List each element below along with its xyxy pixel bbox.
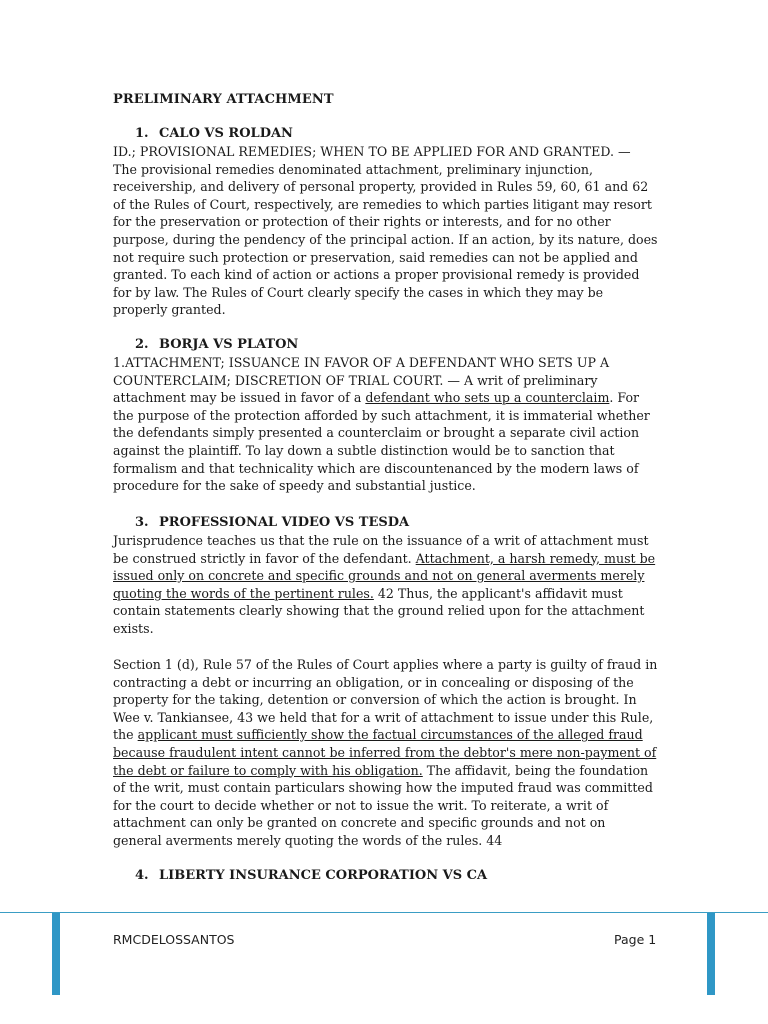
section-title: BORJA VS PLATON: [159, 337, 299, 352]
section-body: [113, 143, 658, 319]
section-number: 4.: [135, 868, 149, 883]
section-heading: [113, 514, 658, 532]
paragraph-text: Jurisprudence teaches us that the rule on the issuance of a writ of attachment must be construed strictly in favor of the defendant.: [113, 533, 649, 566]
section-heading: [113, 336, 658, 354]
section-title: LIBERTY INSURANCE CORPORATION VS CA: [159, 868, 488, 883]
section-body: [113, 656, 658, 850]
underlined-text: defendant who sets up a counterclaim: [365, 390, 610, 406]
section-title: PROFESSIONAL VIDEO VS TESDA: [159, 515, 410, 530]
underlined-text: applicant must sufficiently show the factual circumstances of the alleged fraud because fraudulent intent cannot be inferred from the debtor's mere non-payment of the debt or failure to comply with his obligation.: [113, 727, 657, 778]
section-professional-video-continued: [113, 656, 658, 850]
paragraph-text: . For the purpose of the protection afforded by such attachment, it is immaterial whether the defendants simply presented a counterclaim or brought a separate civil action against the plaintiff. To lay down a subtle distinction would be to sanction that formalism and that technicality which are discountenanced by the modern laws of procedure for the sake of speedy and substantial justice.: [113, 390, 650, 494]
paragraph: [113, 532, 658, 638]
section-number: 3.: [135, 515, 149, 530]
section-title: CALO VS ROLDAN: [159, 126, 293, 141]
paragraph: [113, 354, 658, 495]
section-liberty-insurance-vs-ca: [113, 867, 658, 885]
section-professional-video-vs-tesda: [113, 514, 658, 638]
section-body: [113, 354, 658, 495]
section-borja-vs-platon: [113, 336, 658, 495]
section-heading: [113, 125, 658, 143]
section-number: 1.: [135, 126, 149, 141]
document-title: PRELIMINARY ATTACHMENT: [113, 92, 334, 107]
paragraph-text: The affidavit, being the foundation of the writ, must contain particulars showing how the imputed fraud was committed for the court to decide whether or not to issue the writ. To reiterate, a writ of attachment can only be granted on concrete and specific grounds and not on general averments merely quoting the words of the rules. 44: [113, 762, 653, 848]
underlined-text: Attachment, a harsh remedy, must be issued only on concrete and specific grounds and not on general averments merely quoting the words of the pertinent rules.: [113, 550, 656, 601]
page-number: Page 1: [614, 932, 657, 947]
section-number: 2.: [135, 337, 149, 352]
footer-divider: [0, 912, 768, 913]
section-calo-vs-roldan: [113, 125, 658, 319]
paragraph: [113, 656, 658, 850]
section-body: [113, 532, 658, 638]
paragraph-text: Section 1 (d), Rule 57 of the Rules of Court applies where a party is guilty of fraud in contracting a debt or incurring an obligation, or in concealing or disposing of the property for the taking, detention or conversion of which the action is brought. In Wee v. Tankiansee, 43 we held that for a writ of attachment to issue under this Rule, the: [113, 657, 658, 743]
paragraph-text: 42 Thus, the applicant's affidavit must contain statements clearly showing that the ground relied upon for the attachment exists.: [113, 585, 645, 636]
section-heading: [113, 867, 658, 885]
paragraph-text: 1.ATTACHMENT; ISSUANCE IN FAVOR OF A DEFENDANT WHO SETS UP A COUNTERCLAIM; DISCRETION OF TRIAL COURT. — A writ of preliminary attachment may be issued in favor of a: [113, 355, 610, 406]
footer-author: RMCDELOSSANTOS: [113, 932, 235, 947]
paragraph: ID.; PROVISIONAL REMEDIES; WHEN TO BE APPLIED FOR AND GRANTED. — The provisional remedies denominated attachment, preliminary injunction, receivership, and delivery of personal property, provided in Rules 59, 60, 61 and 62 of the Rules of Court, respectively, are remedies to which parties litigant may resort for the preservation or protection of their rights or interests, and for no other purpose, during the pendency of the principal action. If an action, by its nature, does not require such protection or preservation, said remedies can not be applied and granted. To each kind of action or actions a proper provisional remedy is provided for by law. The Rules of Court clearly specify the cases in which they may be properly granted.: [113, 144, 658, 318]
footer-left-bar: [52, 913, 60, 995]
footer-right-bar: [707, 913, 715, 995]
